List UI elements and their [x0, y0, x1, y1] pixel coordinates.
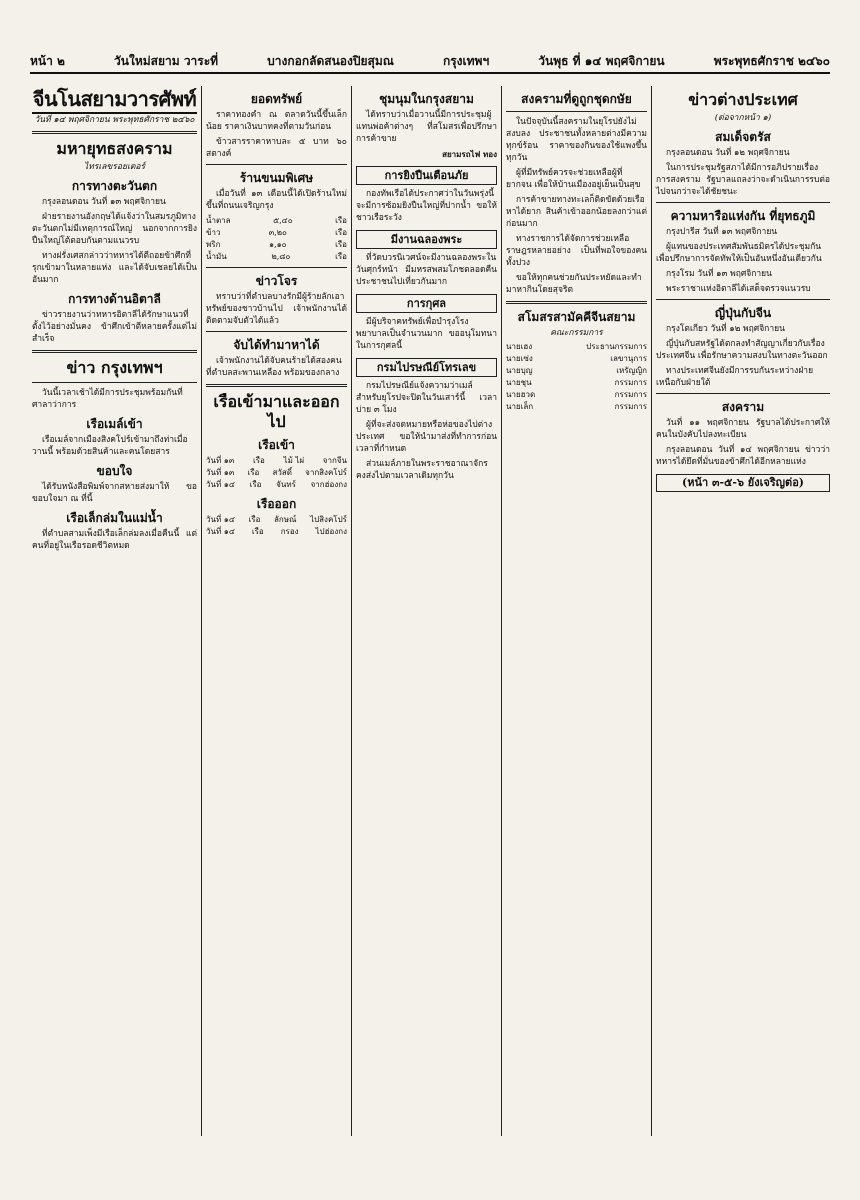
table-cell: เรือ — [335, 240, 347, 249]
table-cell: วันที่ ๑๓ — [206, 468, 235, 477]
table-cell: ๒,๘๐ — [271, 252, 291, 261]
table-cell: กรรมการ — [614, 378, 647, 387]
table-cell: น้ำมัน — [206, 252, 227, 261]
divider — [32, 350, 197, 353]
section-heading: กรมไปรษณีย์โทรเลข — [356, 358, 497, 377]
paragraph: ข่าวรายงานว่าทหารอิตาลีได้รักษาแนวที่ตั้งไว้อย่างมั่นคง ข้าศึกเข้าตีหลายครั้งแต่ไม่สำเร็จ — [32, 310, 197, 344]
paragraph: วันที่ ๑๑ พฤศจิกายน รัฐบาลได้ประกาศให้คนในบังคับไปลงทะเบียน — [656, 418, 830, 440]
table-row — [506, 353, 647, 365]
table-cell: กรรมการ — [614, 390, 647, 399]
section-heading: ขอบใจ — [96, 464, 133, 478]
divider — [506, 111, 647, 112]
table-cell: เรือ — [251, 527, 264, 536]
paragraph: ขอให้ทุกคนช่วยกันประหยัดและทำมาหากินโดยสุจริต — [506, 273, 642, 295]
table-cell: ข้าว — [206, 228, 221, 237]
divider — [206, 384, 347, 387]
table-row — [506, 389, 647, 401]
issue-date: วันพุธ ที่ ๑๔ พฤศจิกายน — [538, 53, 665, 68]
table-cell: เรือ — [247, 468, 260, 477]
table-cell: เลขานุการ — [610, 354, 647, 363]
paragraph: พระราชาแห่งอิตาลีได้เสด็จตรวจแนวรบ — [666, 284, 811, 294]
table-row — [506, 341, 647, 353]
section-heading: เรือเล็กล่มในแม่น้ำ — [66, 511, 163, 525]
section-heading: สมเด็จตรัส — [715, 130, 771, 144]
table-cell: นายชุน — [506, 378, 532, 387]
table-row — [506, 377, 647, 389]
table-row — [506, 401, 647, 413]
table-row — [206, 215, 347, 227]
table-cell: พริก — [206, 240, 221, 249]
divider — [206, 164, 347, 165]
paragraph: ได้รับหนังสือพิมพ์จากสหายส่งมาให้ ขอขอบใจมา ณ ที่นี้ — [32, 482, 197, 504]
section-heading: ความหารือแห่งกัน ที่ยุทธภูมิ — [670, 209, 816, 223]
table-row — [206, 514, 347, 526]
paragraph: ที่วัดบวรนิเวศน์จะมีงานฉลองพระในวันศุกร์หน้า มีมหรสพสมโภชตลอดคืน ประชาชนไปเที่ยวกันมาก — [356, 253, 497, 287]
table-cell: ๓,๒๐ — [268, 228, 287, 237]
section-heading: สงคราม — [721, 400, 765, 414]
column-5 — [652, 86, 834, 1136]
table-row — [206, 526, 347, 538]
section-heading: ร้านขนมพิเศษ — [239, 171, 314, 185]
section-heading: จับได้ทำมาหาได้ — [233, 338, 320, 352]
paragraph: กองทัพเรือได้ประกาศว่าในวันพรุ่งนี้จะมีการซ้อมยิงปืนใหญ่ที่ปากน้ำ ขอให้ชาวเรือระวัง — [356, 189, 497, 223]
paper-name: วันใหม่สยาม วาระที่ — [114, 53, 219, 68]
column-2 — [202, 86, 352, 1136]
paragraph: กรุงลอนดอน วันที่ ๑๔ พฤศจิกายน ข่าวว่าทหารได้ยึดที่มั่นของข้าศึกได้อีกหลายแห่ง — [656, 445, 830, 467]
table-cell: วันที่ ๑๔ — [206, 515, 235, 524]
table-cell: เรือ — [335, 252, 347, 261]
table-cell: เรือ — [249, 480, 262, 489]
table-cell: กรอง — [280, 527, 299, 536]
signature: สยามรถไฟ ทอง — [442, 149, 497, 159]
paragraph: ที่ตำบลสามเพ็งมีเรือเล็กล่มลงเมื่อคืนนี้ แต่คนที่อยู่ในเรือรอดชีวิตหมด — [32, 529, 197, 551]
table-cell: จากสิงคโปร์ — [305, 468, 347, 477]
table-row — [206, 251, 347, 263]
page-number: หน้า ๒ — [30, 53, 65, 68]
continued-footer: (หน้า ๓-๕-๖ ยังเจริญต่อ) — [656, 474, 830, 492]
continued-note: (ต่อจากหน้า ๑) — [714, 113, 772, 123]
section-heading: ข่าวโจร — [255, 274, 298, 288]
column-3 — [352, 86, 502, 1136]
table-row — [206, 455, 347, 467]
table-cell: ไปฮ่องกง — [315, 527, 347, 536]
war-section: การทางตะวันตก — [71, 179, 158, 193]
section-heading: การยิงปืนเตือนภัย — [356, 166, 497, 185]
price-table — [206, 215, 347, 263]
issue-line: วันที่ ๑๔ พฤศจิกายน พระพุทธศักราช ๒๔๖๐ — [34, 115, 195, 125]
paragraph: ในปัจจุบันนี้สงครามในยุโรปยังไม่สงบลง ประชาชนทั้งหลายต่างมีความทุกข์ร้อน ราคาของกินของใช้แพงขึ้นทุกวัน — [506, 117, 647, 163]
table-cell: นายเฮง — [506, 342, 533, 351]
war-subheadline: ไทรเลขรอยเตอร์ — [83, 162, 146, 172]
table-cell: ประธานกรรมการ — [586, 342, 647, 351]
table-row — [206, 227, 347, 239]
table-cell: วันที่ ๑๔ — [206, 480, 235, 489]
table-cell: วันที่ ๑๓ — [206, 456, 235, 465]
table-cell: ไปสิงคโปร์ — [310, 515, 347, 524]
table-cell: ๕,๔๐ — [273, 216, 293, 225]
table-cell: วันที่ ๑๔ — [206, 527, 235, 536]
section-heading: สงครามที่ดูถูกชุดกษัย — [521, 92, 632, 106]
paragraph: ส่วนเมล์ภายในพระราชอาณาจักรคงส่งไปตามเวลาเดิมทุกวัน — [356, 459, 488, 481]
paragraph: ญี่ปุ่นกับสหรัฐได้ตกลงทำสัญญาเกี่ยวกับเรื่องประเทศจีน เพื่อรักษาความสงบในทางตะวันออก — [656, 339, 828, 361]
section-heading: การกุศล — [356, 294, 497, 313]
divider — [206, 331, 347, 332]
paragraph: เจ้าพนักงานได้จับคนร้ายได้สองคนที่ตำบลสะพานเหลือง พร้อมของกลาง — [206, 356, 342, 378]
section-heading: การทางด้านอิตาลี — [68, 292, 161, 306]
divider — [656, 202, 830, 203]
table-row — [206, 479, 347, 491]
paragraph: เมื่อวันที่ ๑๓ เดือนนี้ได้เปิดร้านใหม่ขึ้นที่ถนนเจริญกรุง — [206, 189, 347, 211]
paragraph: ในการประชุมรัฐสภาได้มีการอภิปรายเรื่องการสงคราม รัฐบาลแถลงว่าจะดำเนินการรบต่อไปจนกว่าจะได้ชัยชนะ — [656, 163, 830, 197]
table-cell: นายฮวด — [506, 390, 536, 399]
foreign-news-headline: ข่าวต่างประเทศ — [688, 90, 798, 109]
section-heading: ยอดทรัพย์ — [250, 92, 303, 106]
table-cell: เรือ — [335, 228, 347, 237]
issue-year: พระพุทธศักราช ๒๔๖๐ — [713, 53, 830, 68]
table-cell: เรือ — [253, 456, 265, 465]
table-cell: จากจีน — [322, 456, 347, 465]
ships-in-table — [206, 455, 347, 491]
paragraph: ทราบว่าที่ตำบลบางรักมีผู้ร้ายลักเอาทรัพย์ของชาวบ้านไป เจ้าพนักงานได้ติดตามจับตัวได้แล้ว — [206, 292, 347, 326]
paragraph: กรุงโตเกียว วันที่ ๑๒ พฤศจิกายน — [666, 324, 785, 334]
table-cell: นายบุญ — [506, 366, 533, 375]
paragraph: กรุงลอนดอน วันที่ ๑๒ พฤศจิกายน — [666, 148, 790, 158]
section-heading: สโมสรสามัคคีจีนสยาม — [517, 310, 636, 324]
war-headline: มหายุทธสงคราม — [56, 139, 173, 158]
ships-out-heading: เรือออก — [256, 497, 297, 511]
local-news-headline: ข่าว กรุงเทพฯ — [66, 358, 163, 377]
table-row — [206, 239, 347, 251]
paragraph: เรือเมล์จากเมืองสิงคโปร์เข้ามาถึงท่าเมื่อวานนี้ พร้อมด้วยสินค้าและคนโดยสาร — [32, 435, 188, 457]
divider — [656, 393, 830, 394]
table-cell: นายเซ่ง — [506, 354, 533, 363]
ships-out-table — [206, 514, 347, 538]
committee-label: คณะกรรมการ — [550, 328, 603, 338]
paragraph: ได้ทราบว่าเมื่อวานนี้มีการประชุมผู้แทนพ่อค้าต่างๆ ที่สโมสรเพื่อปรึกษาการค้าขาย — [356, 110, 497, 144]
divider — [32, 382, 197, 383]
table-cell: จากฮ่องกง — [310, 480, 347, 489]
column-1 — [28, 86, 202, 1136]
divider — [506, 301, 647, 304]
shipping-headline: เรือเข้ามาและออกไป — [213, 392, 340, 431]
table-cell: เรือ — [335, 216, 347, 225]
paragraph: กรุงโรม วันที่ ๑๓ พฤศจิกายน — [666, 269, 772, 279]
paragraph: ข้าวสารราคาหาบละ ๕ บาท ๖๐ สตางค์ — [206, 137, 347, 159]
paragraph: ฝ่ายรายงานอังกฤษได้แจ้งว่าในสมรภูมิทางตะวันตกไม่มีเหตุการณ์ใหญ่ นอกจากการยิงปืนใหญ่โต้ตอบกันตามแนวรบ — [32, 212, 197, 246]
section-heading: เรือเมล์เข้า — [86, 417, 143, 431]
paragraph: มีผู้บริจาคทรัพย์เพื่อบำรุงโรงพยาบาลเป็นจำนวนมาก ขออนุโมทนาในการกุศลนี้ — [356, 317, 497, 351]
paragraph: กรุงปารีส วันที่ ๑๓ พฤศจิกายน — [666, 227, 778, 237]
table-row — [206, 467, 347, 479]
table-cell: เหรัญญิก — [616, 366, 647, 375]
table-row — [506, 365, 647, 377]
divider — [656, 299, 830, 300]
table-cell: กรรมการ — [614, 402, 647, 411]
paragraph: ทางราชการได้จัดการช่วยเหลือราษฎรหลายอย่าง เป็นที่พอใจของคนทั้งปวง — [506, 234, 647, 268]
paragraph: ผู้ที่มีทรัพย์ควรจะช่วยเหลือผู้ที่ยากจน เพื่อให้บ้านเมืองอยู่เย็นเป็นสุข — [506, 168, 641, 190]
paragraph: ผู้ที่จะส่งจดหมายหรือห่อของไปต่างประเทศ ขอให้นำมาส่งที่ทำการก่อนเวลาที่กำหนด — [356, 420, 497, 454]
paragraph: วันนี้เวลาเช้าได้มีการประชุมพร้อมกันที่ศาลาว่าการ — [32, 388, 183, 410]
ships-in-heading: เรือเข้า — [258, 438, 295, 452]
table-cell: ไม้ ไผ่ — [283, 456, 305, 465]
address: บางกอกลัดสนองปิยสุมณ — [267, 53, 394, 68]
table-cell: ลักษณ์ — [273, 515, 297, 524]
paragraph: ผู้แทนของประเทศสัมพันธมิตรได้ประชุมกันเพื่อปรึกษาการจัดทัพให้เป็นอันหนึ่งอันเดียวกัน — [656, 242, 822, 264]
section-heading: มีงานฉลองพระ — [356, 230, 497, 249]
divider — [206, 267, 347, 268]
masthead: จีนโนสยามวารศัพท์ — [32, 86, 197, 114]
section-heading: ญี่ปุ่นกับจีน — [714, 306, 772, 320]
paragraph: กรมไปรษณีย์แจ้งความว่าเมล์สำหรับยุโรปจะปิดในวันเสาร์นี้ เวลาบ่าย ๓ โมง — [356, 381, 497, 415]
committee-table — [506, 341, 647, 413]
paragraph: ราคาทองคำ ณ ตลาดวันนี้ขึ้นเล็กน้อย ราคาเงินบาทคงที่ตามวันก่อน — [206, 110, 347, 132]
table-cell: ๑,๑๐ — [268, 240, 287, 249]
table-cell: น้ำตาล — [206, 216, 231, 225]
paragraph: การค้าขายทางทะเลก็ติดขัดด้วยเรือหาได้ยาก สินค้าเข้าออกน้อยลงกว่าแต่ก่อนมาก — [506, 195, 647, 229]
paragraph: ทางฝรั่งเศสกล่าวว่าทหารได้ตีถอยข้าศึกที่รุกเข้ามาในหลายแห่ง และได้จับเชลยได้เป็นอันมาก — [32, 251, 197, 285]
section-heading: ชุมนุมในกรุงสยาม — [379, 92, 474, 106]
divider — [32, 131, 197, 134]
column-4 — [502, 86, 652, 1136]
table-cell: จันทร์ — [276, 480, 296, 489]
table-cell: นายเล็ก — [506, 402, 534, 411]
table-cell: เรือ — [248, 515, 261, 524]
paragraph: ทางประเทศจีนยังมีการรบกันระหว่างฝ่ายเหนือกับฝ่ายใต้ — [656, 366, 814, 388]
paragraph: กรุงลอนดอน วันที่ ๑๓ พฤศจิกายน — [42, 197, 166, 207]
table-cell: สวัสดิ์ — [272, 468, 292, 477]
city: กรุงเทพฯ — [442, 53, 490, 68]
page-header — [30, 50, 830, 74]
